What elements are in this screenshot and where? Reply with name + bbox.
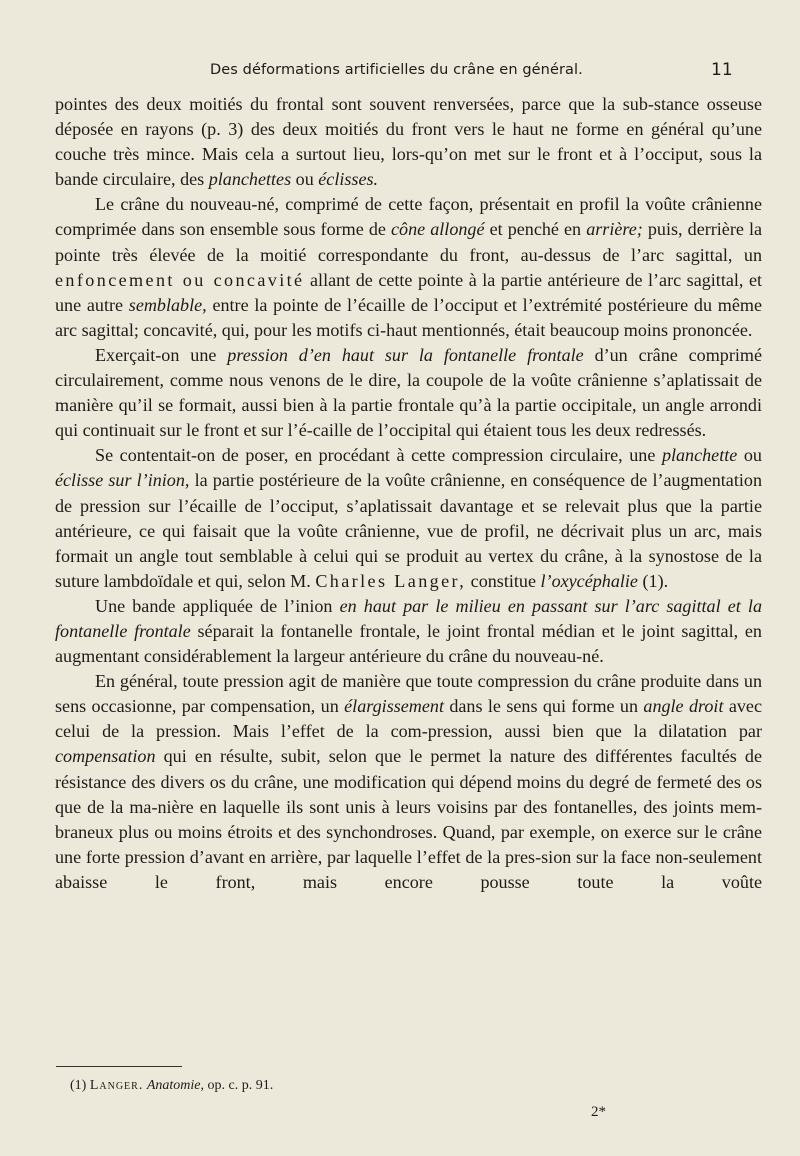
running-head — [0, 62, 800, 88]
paragraph — [55, 443, 762, 594]
text-run: Une bande appliquée de l’inion — [95, 595, 340, 616]
text-run: allant de cette pointe à la partie antérieure de l’arc sagittal, et une autre — [55, 269, 763, 315]
italic-text: pression d’en haut sur la fontanelle frontale — [227, 344, 584, 365]
body-text — [55, 92, 762, 895]
signature-mark: 2* — [591, 1104, 606, 1120]
text-run: et penché en — [484, 219, 587, 240]
text-run: ou — [291, 169, 319, 190]
italic-text: arrière; — [586, 219, 643, 240]
italic-text: planchette — [661, 445, 738, 466]
italic-text: élargissement — [344, 696, 444, 717]
italic-text: cône allongé — [391, 219, 485, 240]
footnote-marker: (1) — [70, 1078, 87, 1093]
text-run: la partie postérieure de la voûte crânienne, en conséquence de l’augmentation de pression sur l’écaille de l’occiput, s’aplatissait davantage et se relevait plus que la partie antérieure, ce qui faisait que la voûte crânienne, vue de profil, ne décrivait plus un arc, mais formait un angle tout semblable à celui qui se produit au vertex du crâne, à la synostose de la suture lambdoïdale et qui, selon M. — [55, 470, 762, 591]
text-run: séparait la fontanelle frontale, le joint frontal médian et le joint sagittal, en augmentant considérablement la largeur antérieure du crâne du nouveau-né. — [55, 620, 762, 667]
text-run: qui en résulte, subit, selon que le permet la nature des différentes facultés de résistance des divers os du crâne, une modification qui dépend moins du degré de fermeté des os que de la ma-nière en laquelle ils sont unis à leurs voisins par des fontanelles, des joints mem-braneux plus ou moins étroits et des synchondroses. Quand, par exemple, on exerce sur le crâne une forte pression d’avant en arrière, par laquelle l’effet de la pres-sion sur la face non-seulement abaisse le front, mais encore pousse toute la voûte — [55, 746, 762, 892]
text-run: avec celui de la pression. Mais l’effet de la com-pression, aussi bien que la dilatation par — [55, 696, 762, 742]
italic-text: angle droit — [643, 696, 724, 717]
footnote-rule — [56, 1066, 182, 1067]
text-run: pointes des deux moitiés du frontal sont souvent renversées, parce que la sub-stance osseuse déposée en rayons (p. 3) des deux moitiés du front vers le haut ne forme en général qu’une couche très mince. Mais cela a surtout lieu, lors-qu’on met sur le front et à l’occiput, sous la bande circulaire, des — [55, 94, 762, 190]
text-run: Exerçait-on une — [95, 344, 228, 365]
footnote-author: Langer. — [89, 1078, 144, 1093]
spaced-text: enfoncement ou concavité — [55, 269, 305, 290]
italic-text: éclisses. — [318, 169, 379, 190]
page-number: 11 — [711, 60, 733, 80]
spaced-text: Charles Langer, — [315, 570, 467, 591]
footnote-title: Anatomie, — [146, 1078, 204, 1093]
italic-text: planchettes — [208, 169, 292, 190]
running-title: Des déformations artificielles du crâne en général. — [210, 62, 583, 78]
text-run: puis, derrière la pointe très élevée de la moitié correspondante du front, au-dessus de l’arc sagittal, un — [55, 219, 763, 265]
text-run: Se contentait-on de poser, en procédant à cette compression circulaire, une — [95, 445, 662, 466]
text-run: entre la pointe de l’écaille de l’occiput et l’extrémité postérieure du même arc sagittal; concavité, qui, pour les motifs ci-haut mentionnés, était beaucoup moins prononcée. — [55, 294, 762, 340]
italic-text: semblable, — [128, 294, 207, 315]
text-run: d’un crâne comprimé circulairement, comme nous venons de le dire, la coupole de la voûte crânienne s’aplatissait de manière qu’il se formait, aussi bien à la partie frontale qu’à la partie occipitale, un angle arrondi qui continuait sur le front et sur l’é-caille de l’occipital qui étaient tous les deux redressés. — [55, 344, 763, 441]
italic-text: éclisse sur l’inion, — [55, 470, 190, 491]
text-run: constitue — [466, 570, 541, 591]
text-run: En général, toute pression agit de manière que toute compression du crâne produite dans un sens occasionne, par compensation, un — [55, 671, 762, 717]
footnote-ref: op. c. p. 91. — [207, 1078, 274, 1093]
paragraph — [55, 343, 762, 443]
footnote — [70, 1077, 273, 1095]
italic-text: en haut par le milieu en passant sur l’arc sagittal et la fontanelle frontale — [55, 595, 762, 641]
paragraph — [55, 594, 762, 669]
text-run: Le crâne du nouveau-né, comprimé de cette façon, présentait en profil la voûte crânienne comprimée dans son ensemble sous forme de — [55, 194, 762, 240]
italic-text: compensation — [55, 746, 156, 767]
text-run: dans le sens qui forme un — [443, 696, 644, 717]
paragraph — [55, 192, 762, 343]
italic-text: l’oxycéphalie — [540, 570, 638, 591]
text-run: (1). — [637, 570, 669, 591]
text-run: ou — [737, 445, 762, 466]
paragraph — [55, 669, 762, 895]
paragraph — [55, 92, 762, 192]
